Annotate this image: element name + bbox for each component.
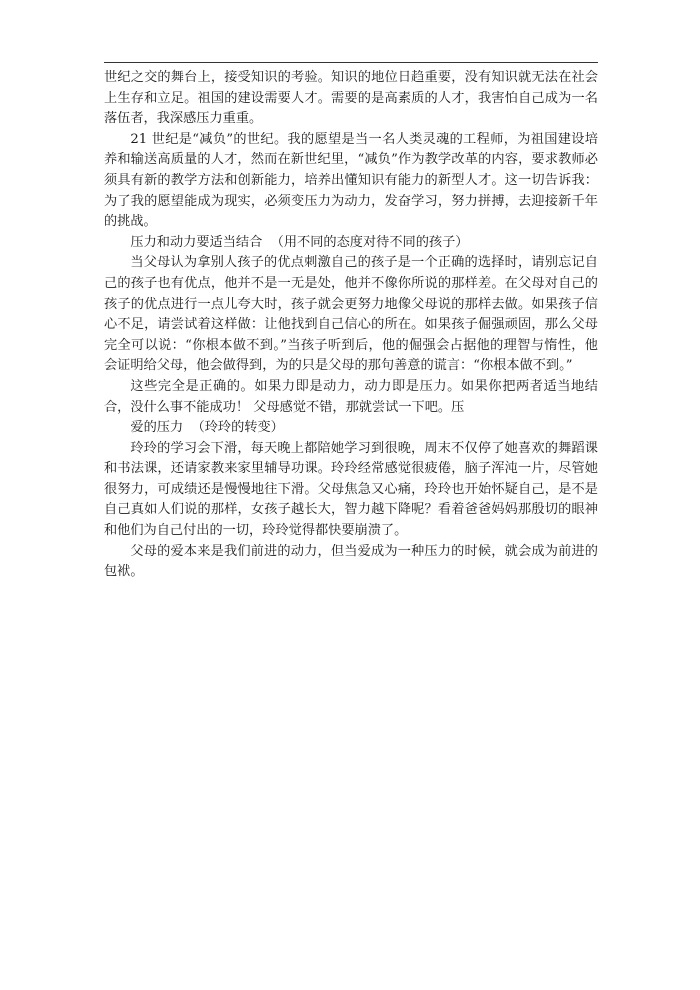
section-heading-pressure-and-motivation: 压力和动力要适当结合 （用不同的态度对待不同的孩子） xyxy=(130,234,469,250)
paragraph-conclusion: 父母的爱本来是我们前进的动力，但当爱成为一种压力的时候，就会成为前进的包袱。 xyxy=(104,543,598,580)
header-rule xyxy=(104,62,598,63)
section-heading-pressure-of-love: 爱的压力 （玲玲的转变） xyxy=(130,420,284,436)
paragraph-lingling-story: 玲玲的学习会下滑，每天晚上都陪她学习到很晚，周末不仅停了她喜欢的舞蹈课和书法课，还请家教来家里辅导功课。玲玲经常感觉很疲倦，脑子浑沌一片，尽管她很努力，可成绩还是慢慢地往下滑。父母焦急又心痛，玲玲也开始怀疑自己，是不是自己真如人们说的那样，女孩子越长大，智力越下降呢？看着爸爸妈妈那殷切的眼神和他们为自己付出的一切，玲玲觉得都快要崩溃了。 xyxy=(104,440,598,539)
paragraph-combine-forces: 这些完全是正确的。如果力即是动力，动力即是压力。如果你把两者适当地结合，没什么事不能成功！ 父母感觉不错，那就尝试一下吧。压 xyxy=(104,378,598,415)
paragraph-continuation: 世纪之交的舞台上，接受知识的考验。知识的地位日趋重要，没有知识就无法在社会上生存和立足。祖国的建设需要人才。需要的是高素质的人才，我害怕自己成为一名落伍者，我深感压力重重。 xyxy=(104,70,598,127)
document-body xyxy=(104,68,598,583)
paragraph-reduce-burden: 21 世纪是“减负”的世纪。我的愿望是当一名人类灵魂的工程师，为祖国建设培养和输送高质量的人才，然而在新世纪里，“减负”作为教学改革的内容，要求教师必须具有新的教学方法和创新能力，培养出懂知识有能力的新型人才。这一切告诉我：为了我的愿望能成为现实，必须变压力为动力，发奋学习，努力拼搏，去迎接新千年的挑战。 xyxy=(104,131,598,230)
paragraph-parents-praise: 当父母认为拿别人孩子的优点刺激自己的孩子是一个正确的选择时，请别忘记自己的孩子也有优点，他并不是一无是处，他并不像你所说的那样差。在父母对自己的孩子的优点进行一点儿夸大时，孩子就会更努力地像父母说的那样去做。如果孩子信心不足，请尝试着这样做：让他找到自己信心的所在。如果孩子倔强顽固，那么父母完全可以说：“你根本做不到。”当孩子听到后，他的倔强会占据他的理智与惰性，他会证明给父母，他会做得到，为的只是父母的那句善意的谎言：“你根本做不到。” xyxy=(104,255,598,374)
